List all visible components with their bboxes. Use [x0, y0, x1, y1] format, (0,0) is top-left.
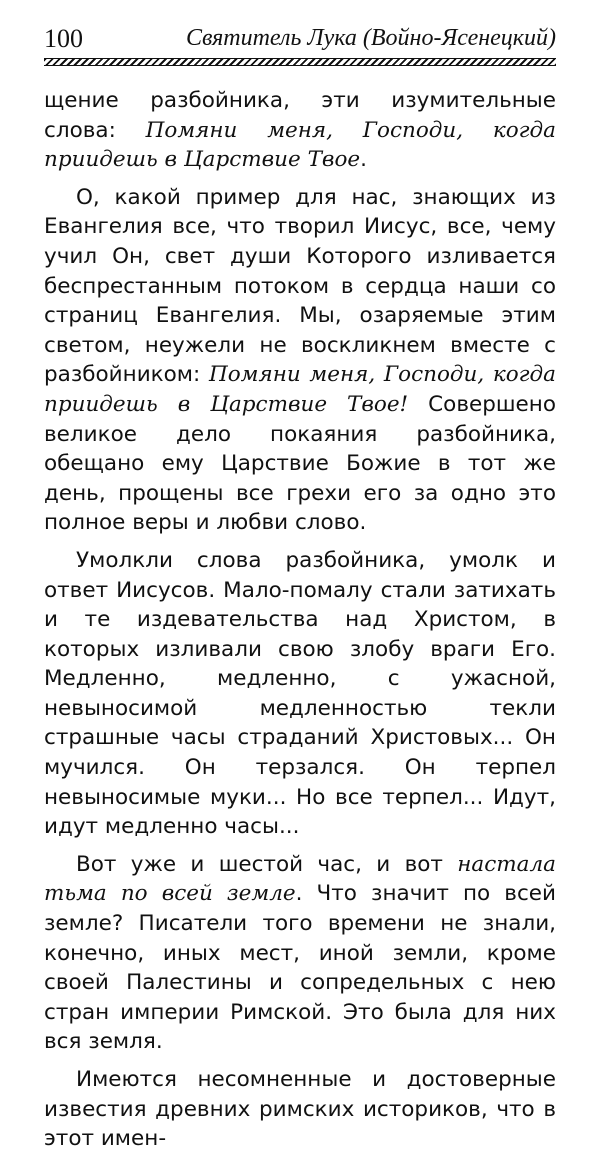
- paragraph: [44, 86, 556, 175]
- paragraph: [44, 546, 556, 842]
- text-segment: Умолкли слова разбойника, умолк и ответ Иисусов. Мало-помалу стали затихать и те издевательства над Христом, в которых изливали свою злобу враги Его. Медленно, медленно, с ужасной, невыносимой медленностью текли страшные часы страданий Христовых... Он мучился. Он терзался. Он терпел невыносимые муки... Но все терпел... Идут, идут медленно часы...: [44, 547, 556, 840]
- paragraph: [44, 183, 556, 538]
- paragraph: [44, 1065, 556, 1154]
- text-segment: . Что значит по всей земле? Писатели того времени не знали, конечно, иных мест, иной земли, кроме своей Палестины и сопредельных с нею стран империи Римской. Это была для них вся земля.: [44, 881, 556, 1055]
- italic-quote: Помяни меня, Господи, когда приидешь в Царствие Твое: [44, 117, 556, 173]
- body-text: [44, 86, 556, 1162]
- running-title: Святитель Лука (Войно-Ясенецкий): [186, 25, 556, 51]
- text-segment: О, какой пример для нас, знающих из Евангелия все, что творил Иисус, все, чему учил Он, свет души Которого изливается беспрестанным потоком в сердца наши со страниц Евангелия. Мы, озаряемые этим светом, неужели не воскликнем вместе с разбойником:: [44, 184, 556, 388]
- text-segment: .: [360, 147, 367, 173]
- text-segment: Совершено великое дело покаяния разбойника, обещано ему Царствие Божие в тот же день, прощены все грехи его за одно это полное веры и любви слово.: [44, 391, 556, 536]
- header-rule: [44, 58, 556, 66]
- page-header: [44, 16, 556, 56]
- text-segment: Имеются несомненные и достоверные известия древних римских историков, что в этот имен-: [44, 1067, 556, 1152]
- paragraph: [44, 850, 556, 1057]
- text-segment: щение разбойника, эти изумительные слова:: [44, 88, 556, 143]
- page-number: 100: [44, 24, 83, 53]
- italic-quote: настала тьма по всей земле: [44, 851, 556, 907]
- text-segment: Вот уже и шестой час, и вот: [76, 851, 458, 877]
- italic-quote: Помяни меня, Господи, когда приидешь в Царствие Твое!: [44, 362, 556, 417]
